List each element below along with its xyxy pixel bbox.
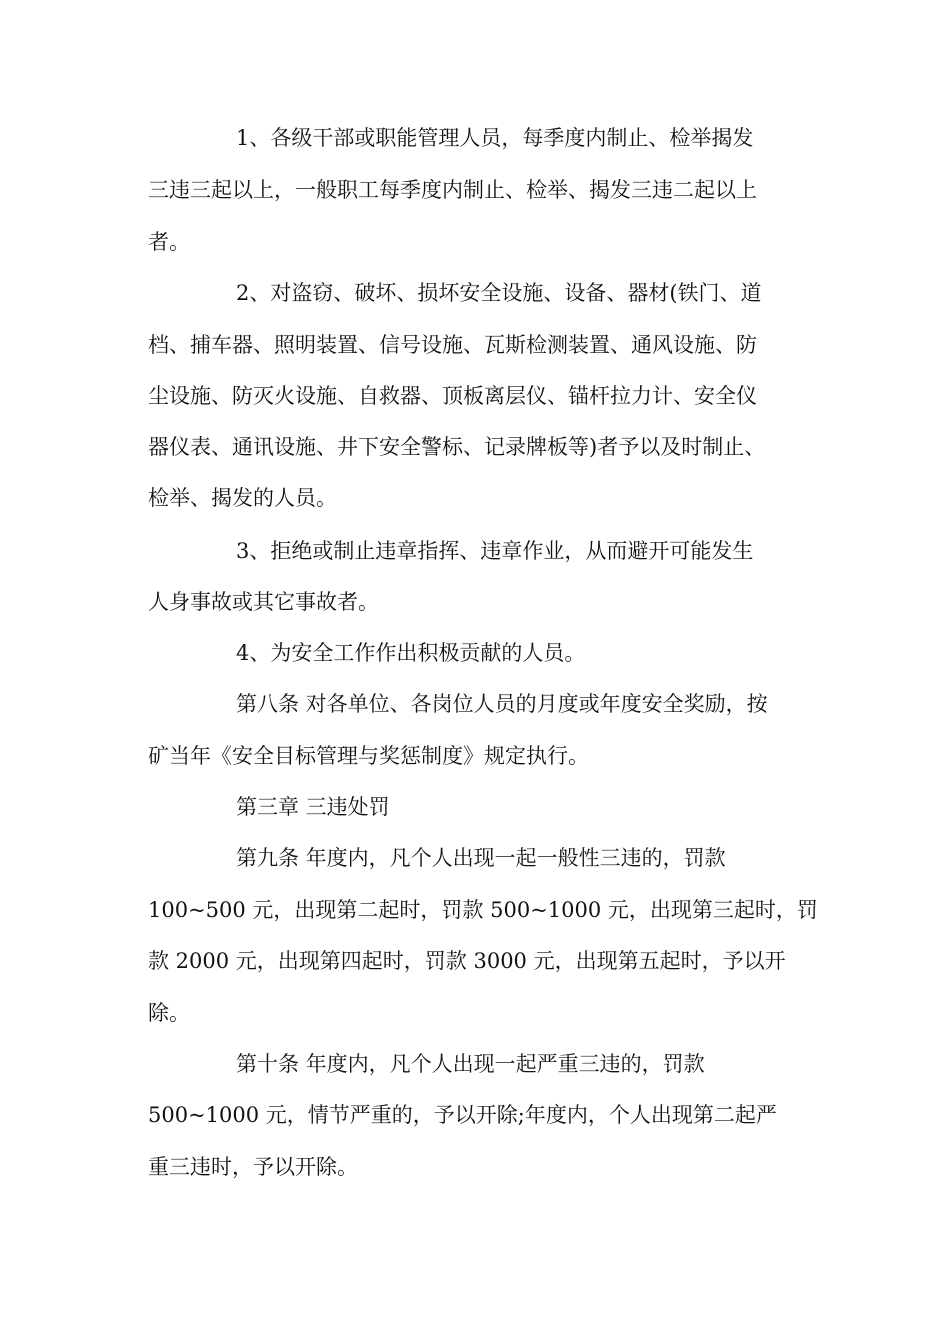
article-10-line-3: 重三违时，予以开除。 xyxy=(148,1155,358,1179)
paragraph-2-line-4: 器仪表、通讯设施、井下安全警标、记录牌板等)者予以及时制止、 xyxy=(148,435,766,459)
article-8-line-1: 第八条 对各单位、各岗位人员的月度或年度安全奖励，按 xyxy=(236,692,768,716)
paragraph-2-line-2: 档、捕车器、照明装置、信号设施、瓦斯检测装置、通风设施、防 xyxy=(148,333,757,357)
paragraph-4-line-1: 4、为安全工作作出积极贡献的人员。 xyxy=(236,641,586,665)
paragraph-2-line-1: 2、对盗窃、破坏、损坏安全设施、设备、器材(铁门、道 xyxy=(236,281,762,305)
paragraph-1-line-1: 1、各级干部或职能管理人员，每季度内制止、检举揭发 xyxy=(236,126,754,150)
article-8-line-2: 矿当年《安全目标管理与奖惩制度》规定执行。 xyxy=(148,744,589,768)
paragraph-3-line-1: 3、拒绝或制止违章指挥、违章作业，从而避开可能发生 xyxy=(236,539,754,563)
article-9-line-4: 除。 xyxy=(148,1001,190,1025)
article-10-line-1: 第十条 年度内，凡个人出现一起严重三违的，罚款 xyxy=(236,1052,705,1076)
article-9-line-2: 100~500 元，出现第二起时，罚款 500~1000 元，出现第三起时，罚 xyxy=(148,898,818,922)
article-9-line-1: 第九条 年度内，凡个人出现一起一般性三违的，罚款 xyxy=(236,846,726,870)
article-10-line-2: 500~1000 元，情节严重的，予以开除;年度内，个人出现第二起严 xyxy=(148,1103,777,1127)
article-9-line-3: 款 2000 元，出现第四起时，罚款 3000 元，出现第五起时，予以开 xyxy=(148,949,786,973)
paragraph-1-line-2: 三违三起以上，一般职工每季度内制止、检举、揭发三违二起以上 xyxy=(148,178,757,202)
paragraph-2-line-3: 尘设施、防灭火设施、自救器、顶板离层仪、锚杆拉力计、安全仪 xyxy=(148,384,757,408)
paragraph-2-line-5: 检举、揭发的人员。 xyxy=(148,486,337,510)
chapter-3-heading: 第三章 三违处罚 xyxy=(236,795,390,819)
paragraph-1-line-3: 者。 xyxy=(148,230,190,254)
paragraph-3-line-2: 人身事故或其它事故者。 xyxy=(148,590,379,614)
